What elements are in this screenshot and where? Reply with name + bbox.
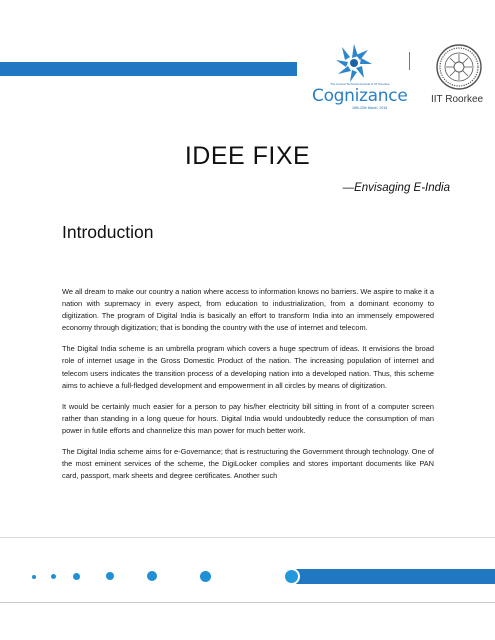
logo-divider xyxy=(409,52,410,70)
institute-name: IIT Roorkee xyxy=(431,94,484,105)
logo-tagline: The Annual Technical Festival of IIT Roorkee xyxy=(330,82,390,86)
logo-wordmark: Cognizance xyxy=(312,86,408,106)
logo-date: 18th-20th March, 2016 xyxy=(352,106,388,110)
iit-roorkee-seal-icon xyxy=(436,44,482,90)
paragraph-4: The Digital India scheme aims for e-Governance; that is restructuring the Government through technology. One of the most eminent services of the scheme, the DigiLocker complies and stores important documents like PAN card, passport, mark sheets and degree certificates. Another such xyxy=(62,447,434,481)
cognizance-logo xyxy=(312,42,408,112)
paragraph-1: We all dream to make our country a nation where access to information knows no barriers. We aspire to make it a nation with supremacy in every aspect, from education to industrialization, from a dominant economy to digitization. The program of Digital India is basically an effort to transform India into an immensely empowered economy through digitization; that is bonding the country with the use of internet and telecom. xyxy=(62,287,434,333)
footer-dot-icon xyxy=(32,575,36,579)
body-text xyxy=(62,286,434,491)
footer-dot-icon xyxy=(147,571,157,581)
paragraph-3: It would be certainly much easier for a person to pay his/her electricity bill sitting in front of a computer screen rather than standing in a long queue for hours. Digital India would undoubtedly reduce the consumption of man power in futile efforts and channelize this man power for much better work. xyxy=(62,401,434,435)
document-title: IDEE FIXE xyxy=(184,142,311,170)
footer-ring-icon xyxy=(283,568,300,585)
footer-decoration xyxy=(0,537,495,603)
footer-dot-icon xyxy=(200,571,211,582)
section-heading: Introduction xyxy=(62,222,154,242)
footer-accent-bar xyxy=(287,569,495,584)
footer-dot-icon xyxy=(106,572,114,580)
paragraph-2: The Digital India scheme is an umbrella program which covers a huge spectrum of ideas. It envisions the broad role of internet usage in the Gross Domestic Product of the nation. The increasing population of internet and telecom users indicates the transition process of a developing nation into a developed nation. Thus, this scheme aims to achieve a full-fledged development and empowerment in all circles by means of digitization. xyxy=(62,344,434,390)
cognizance-emblem-icon xyxy=(334,42,374,84)
footer-dot-icon xyxy=(73,573,80,580)
document-subtitle: —Envisaging E-India xyxy=(342,182,450,194)
footer-bottom-line xyxy=(0,602,495,603)
header-accent-bar xyxy=(0,62,297,76)
footer-top-line xyxy=(0,537,495,538)
footer-dot-icon xyxy=(51,574,56,579)
